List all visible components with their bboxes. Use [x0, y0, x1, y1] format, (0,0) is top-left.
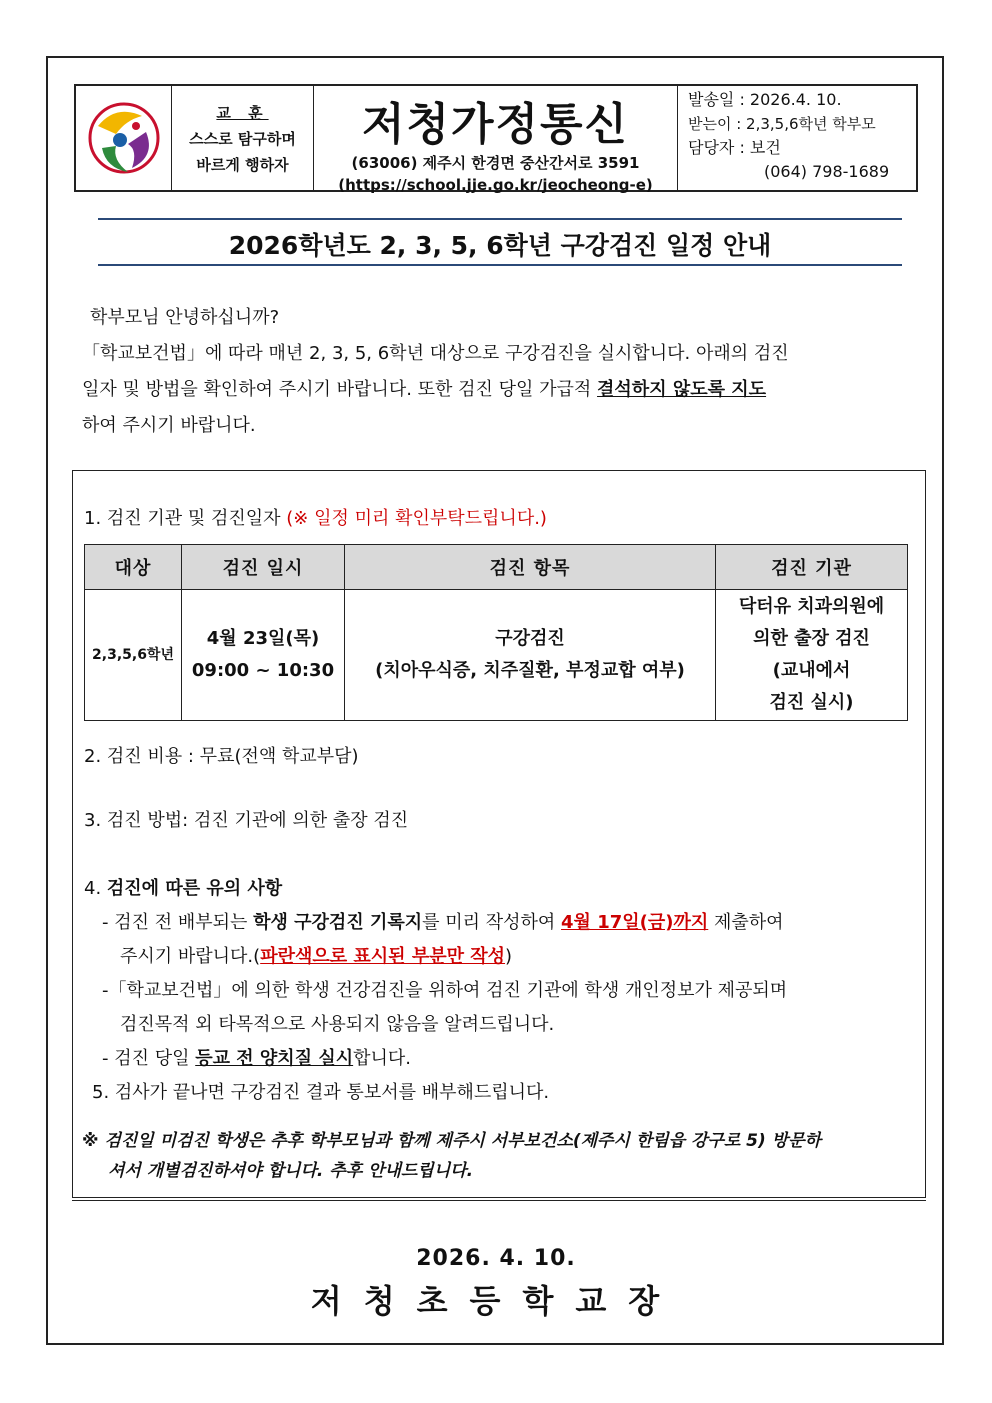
motto-title: 교 훈 [216, 104, 269, 122]
footnote: ※ 검진일 미검진 학생은 추후 학부모님과 함께 제주시 서부보건소(제주시 한림읍 강구로 5) 방문하 [82, 1131, 821, 1151]
item-cell: 구강검진 (치아우식증, 치주질환, 부정교합 여부) [345, 590, 716, 721]
notice-item: - 검진 당일 등교 전 양치질 실시합니다. [102, 1048, 412, 1069]
document-title: 2026학년도 2, 3, 5, 6학년 구강검진 일정 안내 [228, 231, 772, 260]
school-logo-icon [76, 86, 172, 190]
issue-date: 발송일 : 2026.4. 10. [688, 90, 842, 109]
intro-text [82, 300, 908, 444]
footer-date: 2026. 4. 10. [416, 1246, 576, 1271]
section-2: 2. 검진 비용 : 무료(전액 학교부담) [84, 746, 359, 767]
school-motto [172, 86, 314, 190]
column-header: 검진 기관 [716, 545, 908, 590]
newsletter-title: 저청가정통신 [361, 99, 630, 150]
intro-line: 일자 및 방법을 확인하여 주시기 바랍니다. 또한 검진 당일 가급적 결석하지 않도록 지도 [82, 379, 767, 400]
issue-info [678, 86, 918, 190]
recipients: 받는이 : 2,3,5,6학년 학부모 [688, 115, 876, 133]
schedule-table [84, 544, 908, 721]
school-website: (https://school.jje.go.kr/jeocheong-e) [338, 176, 653, 194]
intro-line: 하여 주시기 바랍니다. [82, 415, 256, 436]
motto-line: 바르게 행하자 [196, 156, 289, 174]
title-rule-top [98, 218, 902, 220]
notice-item: - 검진 전 배부되는 학생 구강검진 기록지를 미리 작성하여 4월 17일(금)까지 제출하여 [102, 912, 784, 933]
notice-item: 주시기 바랍니다.(파란색으로 표시된 부분만 작성) [120, 946, 513, 967]
column-header: 대상 [85, 545, 182, 590]
section-3: 3. 검진 방법: 검진 기관에 의한 출장 검진 [84, 810, 409, 831]
table-header-row [85, 545, 908, 590]
date-cell: 4월 23일(목) 09:00 ~ 10:30 [182, 590, 345, 721]
school-address: (63006) 제주시 한경면 중산간서로 3591 [351, 154, 640, 172]
org-cell: 닥터유 치과의원에 의한 출장 검진 (교내에서 검진 실시) [716, 590, 908, 721]
notice-item: 검진목적 외 타목적으로 사용되지 않음을 알려드립니다. [120, 1014, 555, 1035]
greeting: 학부모님 안녕하십니까? [90, 307, 280, 328]
motto-line: 스스로 탐구하며 [189, 130, 296, 148]
section-5: 5. 검사가 끝나면 구강검진 결과 통보서를 배부해드립니다. [92, 1082, 550, 1103]
target-cell: 2,3,5,6학년 [85, 590, 182, 721]
phone-number: (064) 798-1689 [764, 162, 890, 181]
section-4-heading: 4. 검진에 따른 유의 사항 [84, 878, 283, 899]
manager: 담당자 : 보건 [688, 138, 781, 157]
newsletter-title-block [314, 86, 678, 194]
principal-signature: 저청초등학교장 [310, 1282, 682, 1320]
title-rule-bottom [98, 264, 902, 266]
table-row [85, 590, 908, 721]
footnote: 셔서 개별검진하셔야 합니다. 추후 안내드립니다. [108, 1161, 474, 1181]
section-1-heading: 1. 검진 기관 및 검진일자 (※ 일정 미리 확인부탁드립니다.) [84, 508, 547, 529]
newsletter-header [74, 84, 918, 192]
school-logo [76, 86, 172, 190]
column-header: 검진 항목 [345, 545, 716, 590]
emphasis-text: 결석하지 않도록 지도 [597, 379, 767, 400]
schedule-note: (※ 일정 미리 확인부탁드립니다.) [286, 508, 547, 529]
intro-line: 「학교보건법」에 따라 매년 2, 3, 5, 6학년 대상으로 구강검진을 실시합니다. 아래의 검진 [82, 343, 789, 364]
divider [72, 1200, 926, 1201]
notice-item: -「학교보건법」에 의한 학생 건강검진을 위하여 검진 기관에 학생 개인정보가 제공되며 [102, 980, 788, 1001]
column-header: 검진 일시 [182, 545, 345, 590]
